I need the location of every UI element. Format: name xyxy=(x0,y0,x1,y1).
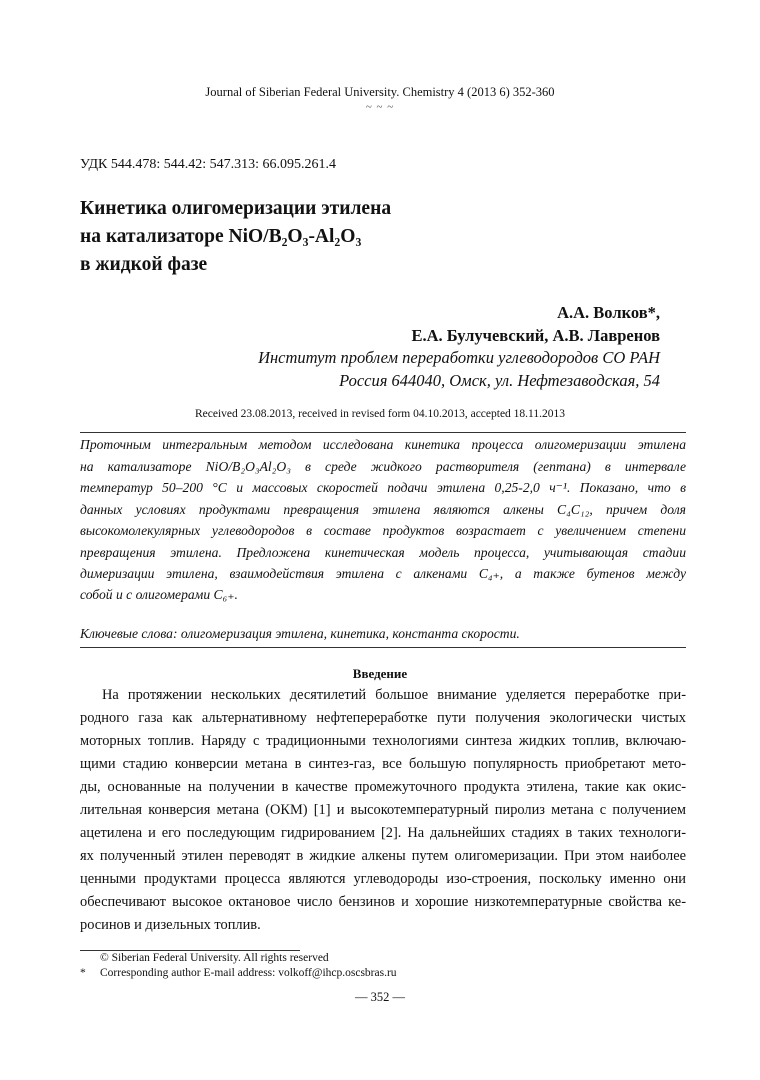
title-line-2: на катализаторе NiO/B₂O₃-Al₂O₃ xyxy=(80,226,362,247)
abstract-line: собой и с олигомерами C₆₊. xyxy=(80,587,238,602)
abstract-line: температур 50–200 °С и массовых скоростей подачи этилена 0,25-2,0 ч⁻¹. Показано, что в xyxy=(80,480,686,495)
udk-code: УДК 544.478: 544.42: 547.313: 66.095.261.4 xyxy=(80,157,337,172)
copyright-footnote: © Siberian Federal University. All rights reserved xyxy=(100,952,329,964)
affiliation-line-2: Россия 644040, Омск, ул. Нефтезаводская, 54 xyxy=(339,371,660,390)
section-heading: Введение xyxy=(352,666,408,681)
keywords: Ключевые слова: олигомеризация этилена, кинетика, константа скорости. xyxy=(80,626,520,641)
body-line: лительная конверсия метана (ОКМ) [1] и высокотемпературный пиролиз метана с получением xyxy=(80,802,686,818)
body-line: щими стадию конверсии метана в синтез-газ, все большую популярность приобретают мето- xyxy=(80,756,686,772)
affiliation-line-1: Институт проблем переработки углеводородов СО РАН xyxy=(258,348,660,367)
received-dates: Received 23.08.2013, received in revised form 04.10.2013, accepted 18.11.2013 xyxy=(194,408,566,420)
body-line: обеспечивают высокое октановое число бензинов и хорошие низкотемпературные свойства ке- xyxy=(80,894,686,910)
footnote-mark: * xyxy=(80,967,86,979)
page-number: — 352 — xyxy=(355,990,405,1004)
body-line: родного газа как альтернативному нефтепереработке пути получения экологически чистых xyxy=(80,710,686,726)
abstract-top-rule xyxy=(80,432,686,433)
abstract-line: Проточным интегральным методом исследована кинетика процесса олигомеризации этилена xyxy=(80,437,686,452)
body-line: ях полученный этилен переводят в жидкие алкены путем олигомеризации. При этом наиболее xyxy=(80,848,686,864)
journal-header: Journal of Siberian Federal University. Chemistry 4 (2013 6) 352-360 xyxy=(205,85,555,99)
author-line-1: А.А. Волков*, xyxy=(557,303,660,322)
body-line: ценными продуктами процесса являются углеводороды изо-строения, поскольку именно они xyxy=(80,871,686,887)
title-line-3: в жидкой фазе xyxy=(80,254,208,275)
body-line: моторных топлив. Наряду с традиционными технологиями синтеза жидких топлив, включаю- xyxy=(80,733,686,749)
corresponding-author-footnote: Corresponding author E-mail address: volkoff@ihcp.oscsbras.ru xyxy=(100,967,397,979)
header-ornament: ~ ~ ~ xyxy=(365,101,395,113)
body-line: На протяжении нескольких десятилетий большое внимание уделяется переработке при- xyxy=(102,687,686,703)
body-line: росинов и дизельных топлив. xyxy=(80,917,261,933)
abstract-line: высокомолекулярных углеводородов в составе продуктов возрастает с увеличением степени xyxy=(80,523,686,538)
abstract-line: превращения этилена. Предложена кинетическая модель процесса, учитывающая стадии xyxy=(80,545,686,560)
author-line-2: Е.А. Булучевский, А.В. Лавренов xyxy=(411,326,660,345)
body-line: ды, основанные на получении в качестве промежуточного продукта этилена, такие как окис- xyxy=(80,779,686,795)
abstract-bottom-rule xyxy=(80,647,686,648)
footnote-rule xyxy=(80,950,300,951)
abstract-line: данных условиях продуктами превращения этилена являются алкены C₄C₁₂, причем доля xyxy=(80,502,686,517)
body-line: ацетилена и его последующим гидрированием [2]. На дальнейших стадиях в таких технологи- xyxy=(80,825,686,841)
abstract-line: на катализаторе NiO/B₂O₃Al₂O₃ в среде жидкого растворителя (гептана) в интервале xyxy=(80,459,686,474)
title-line-1: Кинетика олигомеризации этилена xyxy=(80,198,392,219)
abstract-line: димеризации этилена, взаимодействия этилена с алкенами C₄₊, а также бутенов между xyxy=(80,566,686,581)
